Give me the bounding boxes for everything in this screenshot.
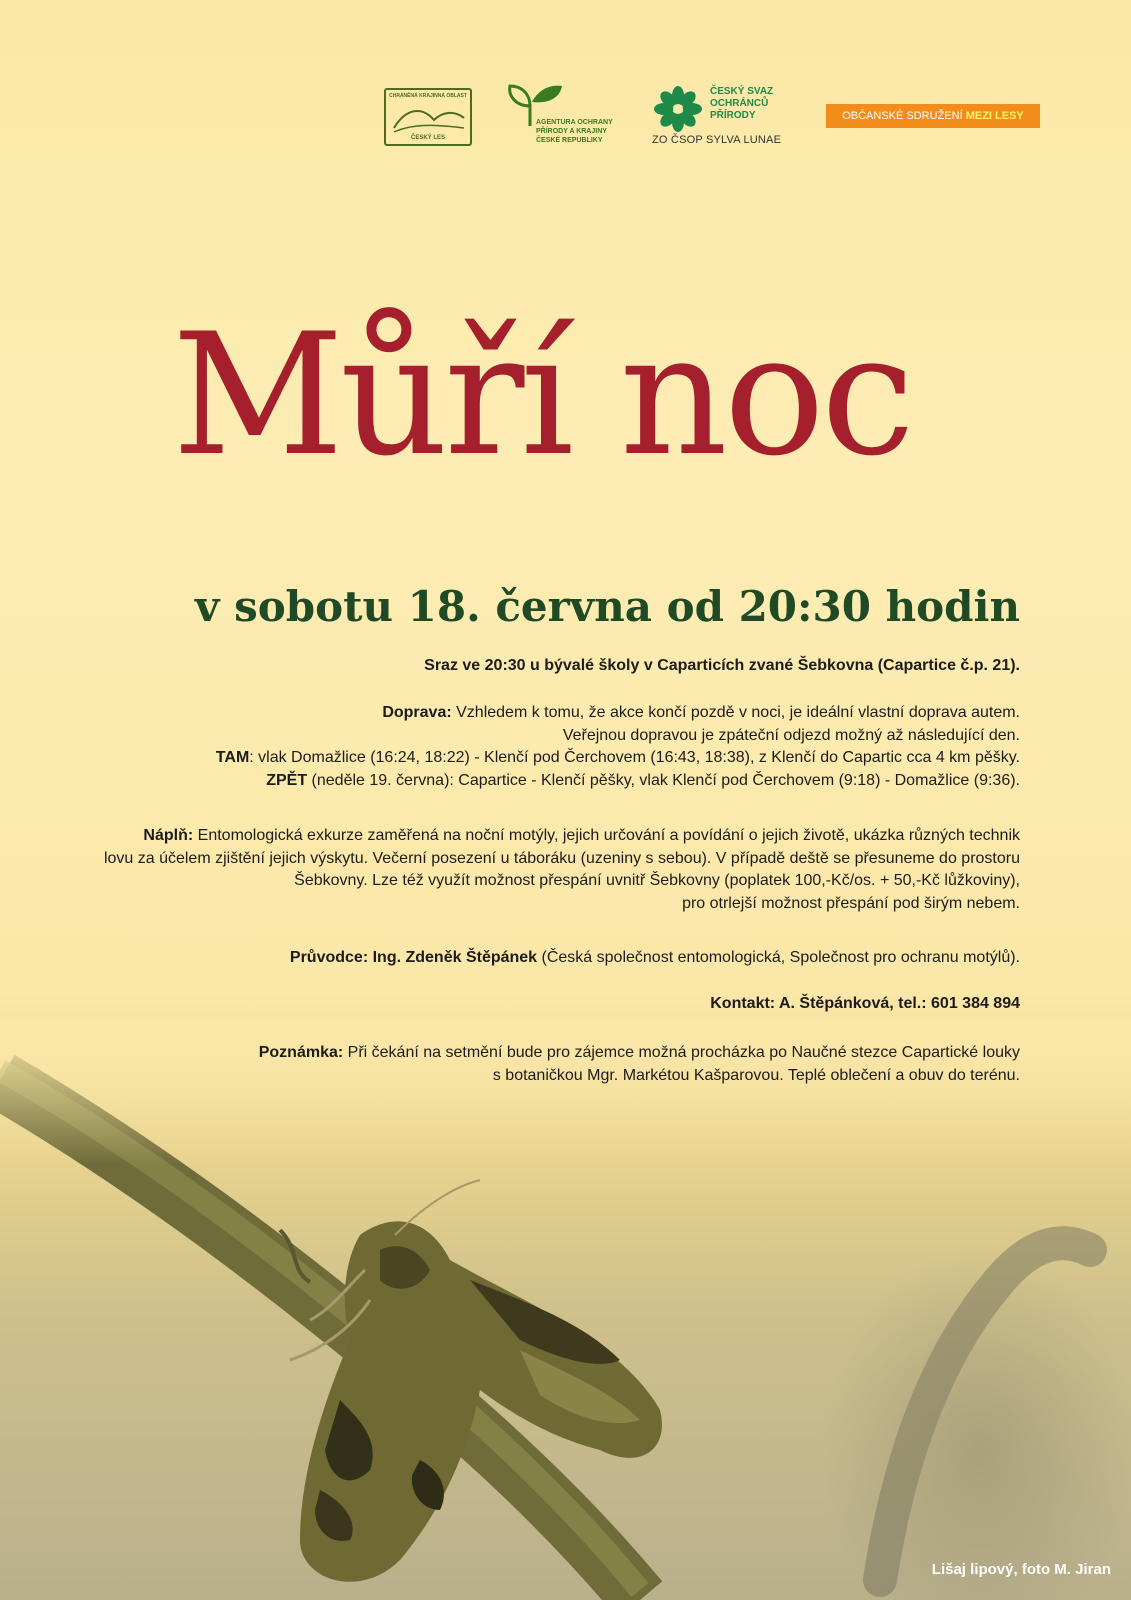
contact-text: Kontakt: A. Štěpánková, tel.: 601 384 894 [710, 995, 1020, 1012]
contact-block [60, 993, 1020, 1016]
csop-logo-subtitle: ZO ČSOP SYLVA LUNAE [652, 134, 782, 146]
transport-label: Doprava: [382, 704, 452, 721]
chko-logo-top-text: CHRÁNĚNÁ KRAJINNÁ OBLAST [389, 93, 467, 99]
mezi-lesy-name: MEZI LESY [965, 110, 1024, 122]
photo-caption: Lišaj lipový, foto M. Jiran [931, 1561, 1111, 1578]
content-line3: Šebkovny. Lze též využít možnost přespání uvnitř Šebkovny (poplatek 100,-Kč/os. + 50,-Kč lůžkoviny), [294, 872, 1020, 889]
event-date: v sobotu 18. června od 20:30 hodin [195, 582, 1020, 631]
back-label: ZPĚT [266, 771, 308, 789]
moth-photo [0, 1020, 1131, 1600]
mezi-lesy-prefix: OBČANSKÉ SDRUŽENÍ [842, 110, 963, 122]
content-line2: lovu za účelem zjištění jejich výskytu. Večerní posezení u táboráku (uzeniny s sebou). V případě deště se přesuneme do prostoru [103, 849, 1020, 867]
guide-text: (Česká společnost entomologická, Společnost pro ochranu motýlů). [537, 949, 1020, 966]
guide-label: Průvodce: Ing. Zdeněk Štěpánek [289, 949, 538, 966]
content-block [60, 825, 1020, 915]
transport-line1: Vzhledem k tomu, že akce končí pozdě v noci, je ideální vlastní doprava autem. [451, 704, 1020, 721]
there-label: TAM [215, 749, 250, 766]
csop-logo-text: ČESKÝ SVAZ OCHRÁNCŮ PŘÍRODY [710, 86, 774, 121]
flower-icon [652, 86, 704, 132]
transport-block [60, 702, 1020, 792]
aopk-logo-text: AGENTURA OCHRANY PŘÍRODY A KRAJINY ČESKÉ REPUBLIKY [536, 119, 613, 144]
poster-title: Můří noc [171, 297, 912, 493]
meeting-block [60, 655, 1020, 678]
there-text: : vlak Domažlice (16:24, 18:22) - Klenčí pod Čerchovem (16:43, 18:38), z Klenčí do Capartic cca 4 km pěšky. [249, 749, 1020, 766]
content-line4: pro otrlejší možnost přespání pod širým nebem. [682, 894, 1020, 912]
note-block [60, 1042, 1020, 1087]
chko-logo-bottom-text: ČESKÝ LES [410, 135, 445, 141]
transport-line2: Veřejnou dopravou je zpáteční odjezd možný až následující den. [562, 726, 1020, 744]
csop-logo [652, 86, 802, 152]
content-label: Náplň: [143, 827, 194, 844]
note-line1: Při čekání na setmění bude pro zájemce možná procházka po Naučné stezce Capartické louky [343, 1044, 1020, 1061]
hills-icon [392, 102, 466, 134]
chko-cesky-les-logo [384, 88, 472, 146]
mezi-lesy-logo [826, 104, 1040, 128]
note-label: Poznámka: [258, 1044, 344, 1061]
meeting-text: Sraz ve 20:30 u bývalé školy v Caparticích zvané Šebkovna (Capartice č.p. 21). [424, 657, 1020, 674]
note-line2: s botaničkou Mgr. Markétou Kašparovou. Teplé oblečení a obuv do terénu. [492, 1066, 1020, 1084]
guide-block [60, 947, 1020, 970]
aopk-logo [508, 84, 628, 150]
partner-logos [380, 84, 1040, 154]
content-line1: Entomologická exkurze zaměřená na noční motýly, jejich určování a povídání o jejich životě, ukázka různých technik [193, 827, 1020, 844]
back-text: (neděle 19. června): Capartice - Klenčí pěšky, vlak Klenčí pod Čerchovem (9:18) - Domažlice (9:36). [307, 771, 1020, 789]
